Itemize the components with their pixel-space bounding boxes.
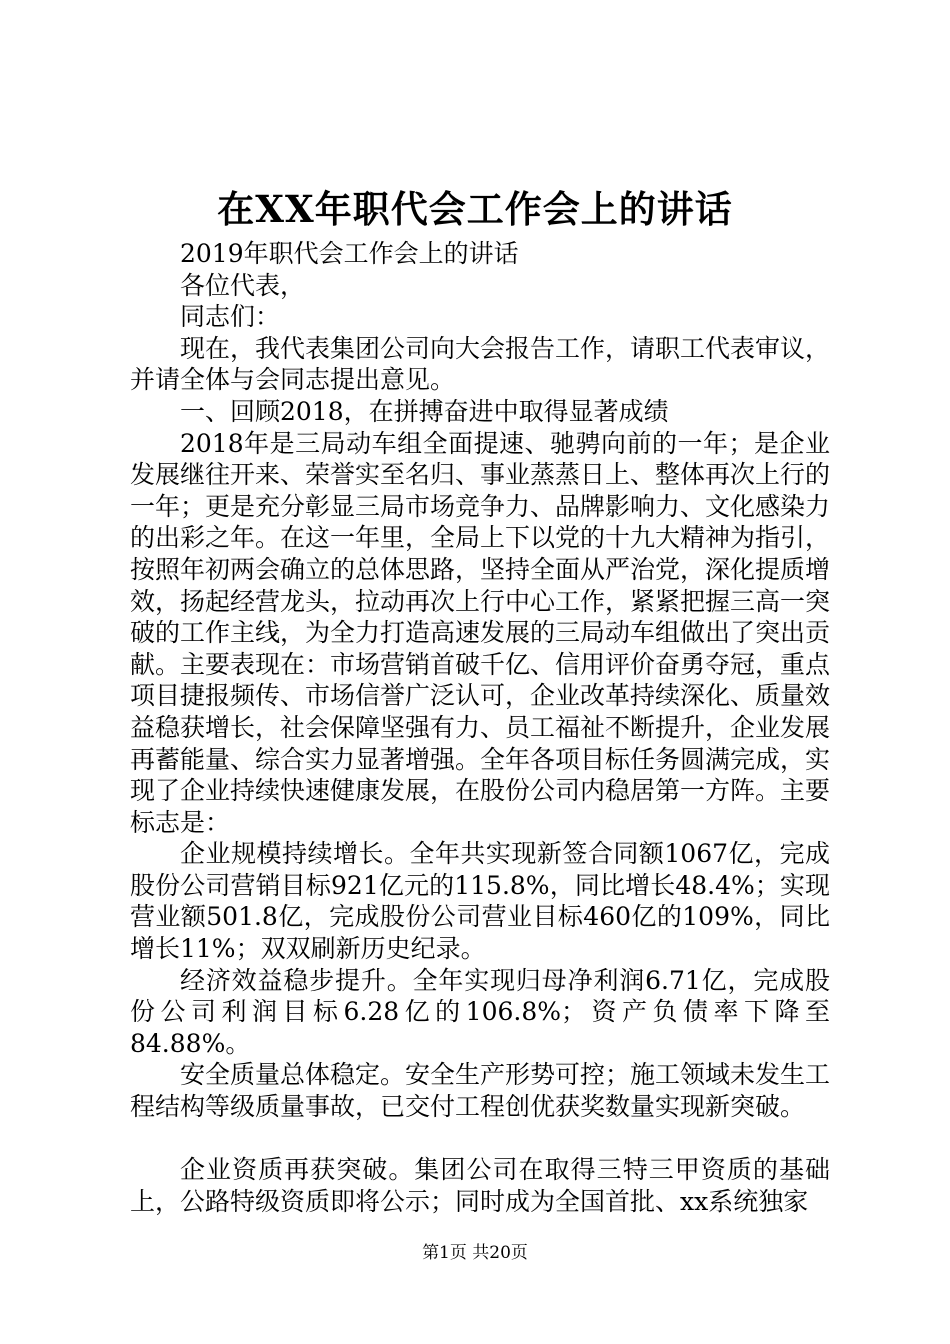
page-number-footer: 第1页 共20页: [422, 1243, 528, 1263]
body-paragraph: 企业规模持续增长。全年共实现新签合同额1067亿，完成股份公司营销目标921亿元的115.8%，同比增长48.4%；实现营业额501.8亿，完成股份公司营业目标460亿的109%，同比增长11%；双双刷新历史纪录。: [130, 839, 830, 964]
section-heading: 一、回顾2018，在拼搏奋进中取得显著成绩: [180, 396, 669, 426]
body-paragraph: 安全质量总体稳定。安全生产形势可控；施工领域未发生工程结构等级质量事故，已交付工程创优获奖数量实现新突破。: [130, 1060, 831, 1122]
body-paragraph: 现在，我代表集团公司向大会报告工作，请职工代表审议，并请全体与会同志提出意见。: [130, 333, 831, 395]
document-body: [130, 238, 830, 1217]
salutation-paragraph: 各位代表，: [180, 270, 306, 300]
salutation-paragraph: 同志们：: [180, 302, 281, 332]
document-title: 在XX年职代会工作会上的讲话: [217, 187, 733, 231]
body-paragraph: 2018年是三局动车组全面提速、驰骋向前的一年；是企业发展继往开来、荣誉实至名归、事业蒸蒸日上、整体再次上行的一年；更是充分彰显三局市场竞争力、品牌影响力、文化感染力的出彩之年。在这一年里，全局上下以党的十九大精神为指引，按照年初两会确立的总体思路，坚持全面从严治党，深化提质增效，扬起经营龙头，拉动再次上行中心工作，紧紧把握三高一突破的工作主线，为全力打造高速发展的三局动车组做出了突出贡献。主要表现在：市场营销首破千亿、信用评价奋勇夺冠，重点项目捷报频传、市场信誉广泛认可，企业改革持续深化、质量效益稳获增长，社会保障坚强有力、员工福祉不断提升，企业发展再蓄能量、综合实力显著增强。全年各项目标任务圆满完成，实现了企业持续快速健康发展，在股份公司内稳居第一方阵。主要标志是：: [130, 428, 831, 837]
body-paragraph: 企业资质再获突破。集团公司在取得三特三甲资质的基础上，公路特级资质即将公示；同时成为全国首批、xx系统独家: [130, 1155, 830, 1216]
subtitle-paragraph: 2019年职代会工作会上的讲话: [180, 239, 519, 268]
body-paragraph: 经济效益稳步提升。全年实现归母净利润6.71亿，完成股份公司利润目标6.28亿的106.8%；资产负债率下降至84.88%。: [130, 965, 830, 1058]
